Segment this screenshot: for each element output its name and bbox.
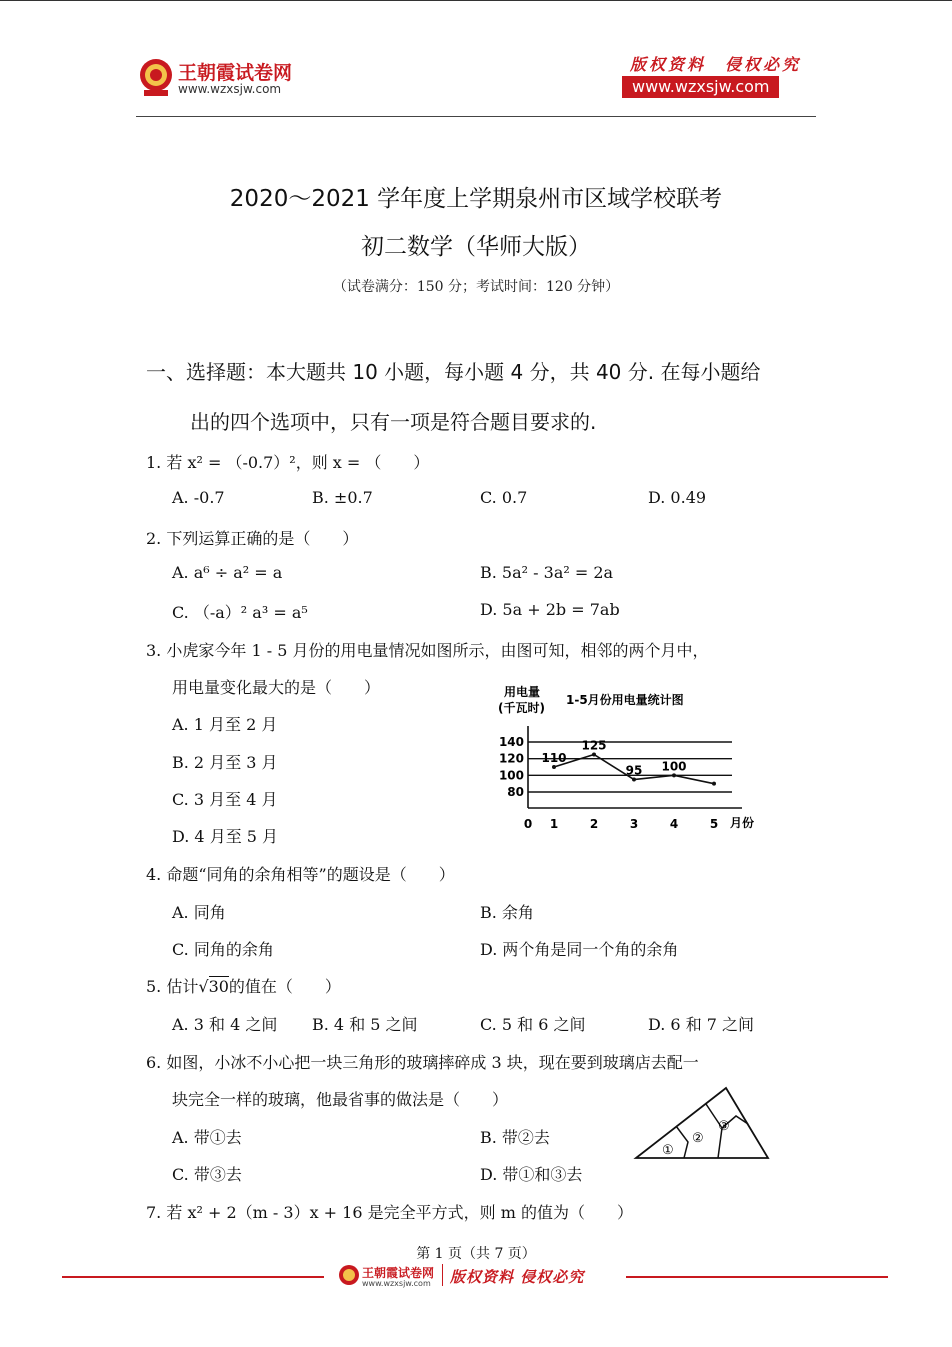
q3-stem-line2: 用电量变化最大的是（ ）: [172, 678, 381, 697]
section-heading-line1: 一、选择题：本大题共 10 小题，每小题 4 分，共 40 分. 在每小题给: [146, 360, 761, 384]
glass-piece-3-label: ③: [718, 1119, 730, 1134]
q1-option-b: B. ±0.7: [312, 488, 373, 507]
electricity-line-chart: [490, 680, 770, 840]
brand-logo-icon: [136, 56, 176, 98]
q5-option-a: A. 3 和 4 之间: [172, 1015, 278, 1034]
q1-option-d: D. 0.49: [648, 488, 707, 507]
chart-x-tick-label: 1: [549, 817, 559, 831]
q4-option-d: D. 两个角是同一个角的余角: [480, 940, 679, 959]
exam-meta: （试卷满分：150 分；考试时间：120 分钟）: [332, 279, 620, 295]
glass-piece-2-label: ②: [692, 1131, 704, 1146]
q4-stem: 4. 命题“同角的余角相等”的题设是（ ）: [146, 865, 455, 884]
header-brand-url[interactable]: www.wzxsjw.com: [178, 82, 282, 96]
chart-data-point: [552, 765, 556, 769]
footer-brand-name: 王朝霞试卷网: [362, 1266, 435, 1280]
glass-triangle-outline: [636, 1088, 768, 1158]
q6-option-c: C. 带③去: [172, 1165, 242, 1184]
footer-logo-icon: [338, 1264, 360, 1286]
footer-brand-url[interactable]: www.wzxsjw.com: [362, 1279, 431, 1288]
chart-x-tick-label: 2: [589, 817, 599, 831]
q7-stem: 7. 若 x² + 2（m - 3）x + 16 是完全平方式，则 m 的值为（ ）: [146, 1203, 633, 1222]
q1-option-c: C. 0.7: [480, 488, 528, 507]
header-slogan: 版权资料 侵权必究: [630, 55, 802, 74]
q5-radicand: 30: [208, 977, 229, 996]
header-url-banner[interactable]: www.wzxsjw.com: [622, 76, 779, 98]
q1-option-a: A. -0.7: [172, 488, 225, 507]
q3-option-a: A. 1 月至 2 月: [172, 715, 278, 734]
q2-option-b: B. 5a² - 3a² = 2a: [480, 563, 614, 582]
glass-crack-1: [676, 1126, 688, 1158]
chart-data-label: 125: [581, 738, 607, 753]
q5-option-b: B. 4 和 5 之间: [312, 1015, 418, 1034]
chart-y-tick-label: 140: [498, 735, 524, 749]
q4-option-a: A. 同角: [172, 903, 226, 922]
chart-data-point: [672, 773, 676, 777]
chart-ylabel: 用电量: [504, 685, 541, 699]
q5-stem: [146, 974, 341, 997]
q2-option-c: C. （-a）² a³ = a⁵: [172, 603, 308, 622]
footer-slogan: 版权资料 侵权必究: [450, 1268, 585, 1286]
q3-option-b: B. 2 月至 3 月: [172, 753, 278, 772]
chart-ylabel-unit: (千瓦时): [498, 701, 545, 715]
q5-option-c: C. 5 和 6 之间: [480, 1015, 586, 1034]
chart-data-label: 100: [661, 759, 687, 774]
chart-title: 1-5月份用电量统计图: [566, 693, 684, 707]
header-divider: [136, 116, 816, 117]
chart-data-point: [592, 753, 596, 757]
q2-stem: 2. 下列运算正确的是（ ）: [146, 529, 359, 548]
glass-piece-1-label: ①: [662, 1143, 674, 1158]
chart-x-tick-label: 0: [523, 817, 533, 831]
broken-glass-figure: [632, 1084, 772, 1164]
q6-stem-line2: 块完全一样的玻璃，他最省事的做法是（ ）: [172, 1090, 509, 1109]
chart-xlabel: 月份: [730, 816, 755, 830]
q1-stem: 1. 若 x² = （-0.7）²，则 x = （ ）: [146, 453, 430, 472]
chart-x-tick-label: 5: [709, 817, 719, 831]
page-number: 第 1 页（共 7 页）: [416, 1246, 536, 1262]
exam-title: 2020～2021 学年度上学期泉州市区域学校联考: [229, 186, 723, 212]
q6-option-a: A. 带①去: [172, 1128, 242, 1147]
chart-data-label: 110: [541, 751, 567, 765]
header-brand-name: 王朝霞试卷网: [178, 62, 293, 84]
footer-divider: [442, 1264, 443, 1286]
q3-stem-line1: 3. 小虎家今年 1 - 5 月份的用电量情况如图所示，由图可知，相邻的两个月中，: [146, 641, 709, 660]
q4-option-b: B. 余角: [480, 903, 534, 922]
section-heading-line2: 出的四个选项中，只有一项是符合题目要求的.: [190, 410, 597, 434]
chart-x-tick-label: 3: [629, 817, 639, 831]
footer-rule-right: [626, 1276, 888, 1278]
q3-option-d: D. 4 月至 5 月: [172, 827, 279, 846]
q5-stem-pre: 5. 估计: [146, 977, 199, 996]
q6-option-d: D. 带①和③去: [480, 1165, 583, 1184]
chart-data-point: [712, 782, 716, 786]
q3-option-c: C. 3 月至 4 月: [172, 790, 278, 809]
q2-option-d: D. 5a + 2b = 7ab: [480, 600, 620, 619]
q5-stem-post: 的值在（ ）: [228, 977, 341, 996]
q6-option-b: B. 带②去: [480, 1128, 550, 1147]
chart-y-tick-label: 80: [507, 785, 524, 799]
exam-subject: 初二数学（华师大版）: [361, 234, 591, 260]
chart-y-tick-label: 100: [498, 768, 524, 783]
chart-y-tick-label: 120: [498, 751, 524, 766]
footer-rule-left: [62, 1276, 324, 1278]
q6-stem-line1: 6. 如图，小冰不小心把一块三角形的玻璃摔碎成 3 块，现在要到玻璃店去配一: [146, 1053, 699, 1072]
top-border: [0, 0, 952, 1]
chart-x-tick-label: 4: [669, 817, 679, 831]
q5-option-d: D. 6 和 7 之间: [648, 1015, 755, 1034]
q2-option-a: A. a⁶ ÷ a² = a: [172, 563, 283, 582]
chart-data-point: [632, 778, 636, 782]
sqrt-icon: √: [198, 977, 209, 996]
chart-data-label: 95: [625, 763, 643, 778]
q4-option-c: C. 同角的余角: [172, 940, 274, 959]
